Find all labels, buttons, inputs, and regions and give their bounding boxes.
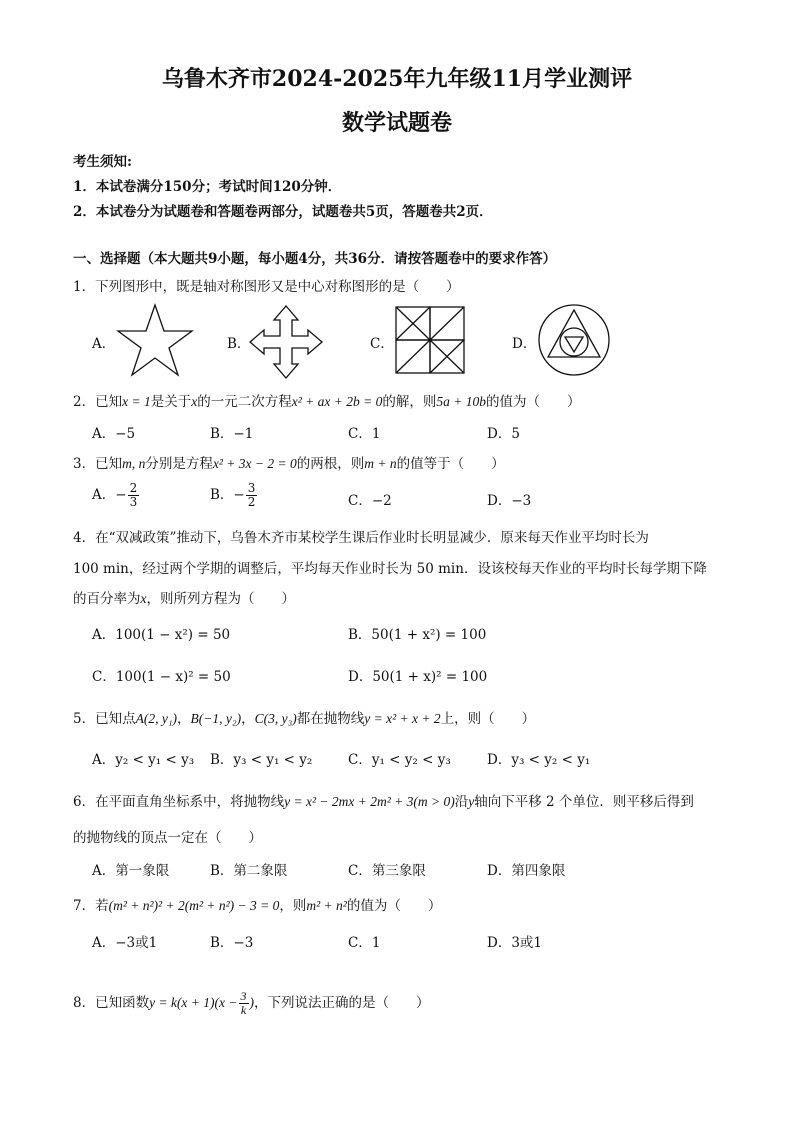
q1-option-b: B．: [227, 336, 251, 352]
q7-option-c: C．1: [348, 935, 381, 951]
notice-item-2: 2．本试卷分为试题卷和答题卷两部分，试题卷共5页，答题卷共2页．: [73, 204, 493, 220]
q3-option-b: B．− $\frac{3}{2}$: [210, 481, 256, 509]
q1-star-figure: [116, 302, 194, 378]
question-2-stem: 2．已知x = 1是关于x的一元二次方程x² + ax + 2b = 0的解，则5a + 10b的值为（ ）: [73, 394, 581, 410]
exam-title: 乌鲁木齐市2024-2025年九年级11月学业测评: [161, 66, 633, 92]
q4-option-b: B．50(1 + x²) = 100: [348, 627, 487, 643]
q1-option-a: A．: [92, 336, 116, 352]
q2-option-a: A．−5: [92, 426, 136, 442]
q5-option-c: C．y₁ < y₂ < y₃: [348, 752, 451, 768]
q2-option-d: D．5: [487, 426, 520, 442]
notice-heading: 考生须知:: [73, 154, 132, 170]
q7-option-d: D．3或1: [487, 935, 543, 951]
question-4-line-2: 100 min，经过两个学期的调整后，平均每天作业时长为 50 min．设该校每天作业的平均时长每学期下降: [73, 561, 707, 577]
q3-option-a: A．− $\frac{2}{3}$: [92, 481, 138, 509]
q2-option-b: B．−1: [210, 426, 254, 442]
q5-option-a: A．y₂ < y₁ < y₃: [92, 752, 195, 768]
question-3-stem: 3．已知m, n分别是方程x² + 3x − 2 = 0的两根，则m + n的值等于（ ）: [73, 456, 505, 472]
q6-option-a: A．第一象限: [92, 863, 170, 879]
q4-option-a: A．100(1 − x²) = 50: [92, 627, 231, 643]
question-4-line-3: 的百分率为x，则所列方程为（ ）: [73, 591, 295, 607]
q2-option-c: C．1: [348, 426, 381, 442]
notice-item-1: 1．本试卷满分150分；考试时间120分钟．: [73, 179, 342, 195]
question-6-line-1: 6．在平面直角坐标系中，将抛物线y = x² − 2mx + 2m² + 3(m > 0)沿y轴向下平移 2 个单位．则平移后得到: [73, 794, 694, 810]
q1-option-c: C．: [370, 336, 394, 352]
q6-option-c: C．第三象限: [348, 863, 426, 879]
q6-option-b: B．第二象限: [210, 863, 288, 879]
q1-circle-triangle-figure: [536, 302, 612, 378]
q3-option-c: C．−2: [348, 493, 392, 509]
question-4-line-1: 4．在“双减政策”推动下，乌鲁木齐市某校学生课后作业时长明显减少．原来每天作业平均时长为: [73, 530, 649, 546]
q1-option-d: D．: [512, 336, 537, 352]
q5-option-b: B．y₃ < y₁ < y₂: [210, 752, 313, 768]
q5-option-d: D．y₃ < y₂ < y₁: [487, 752, 591, 768]
q4-option-c: C．100(1 − x)² = 50: [92, 669, 231, 685]
question-7-stem: 7．若(m² + n²)² + 2(m² + n²) − 3 = 0，则m² + n²的值为（ ）: [73, 898, 442, 914]
q4-option-d: D．50(1 + x)² = 100: [348, 669, 488, 685]
question-6-line-2: 的抛物线的顶点一定在（ ）: [73, 830, 262, 846]
question-5-stem: 5．已知点A(2, y₁)，B(−1, y₂)，C(3, y₃)都在抛物线y = x² + x + 2上，则（ ）: [73, 711, 536, 727]
question-1-stem: 1．下列图形中，既是轴对称图形又是中心对称图形的是（ ）: [73, 279, 460, 295]
q1-arrows-figure: [248, 304, 324, 380]
exam-subtitle: 数学试题卷: [341, 110, 452, 136]
q3-option-d: D．−3: [487, 493, 532, 509]
q1-triangles-figure: [394, 305, 466, 375]
q7-option-a: A．−3或1: [92, 935, 158, 951]
q6-option-d: D．第四象限: [487, 863, 566, 879]
section-1-heading: 一、选择题（本大题共9小题，每小题4分，共36分．请按答题卷中的要求作答）: [73, 251, 557, 267]
q7-option-b: B．−3: [210, 935, 254, 951]
question-8-stem: 8．已知函数y = k(x + 1)(x − $\frac{3}{k}$ )，下列说法正确的是（ ）: [73, 989, 430, 1017]
